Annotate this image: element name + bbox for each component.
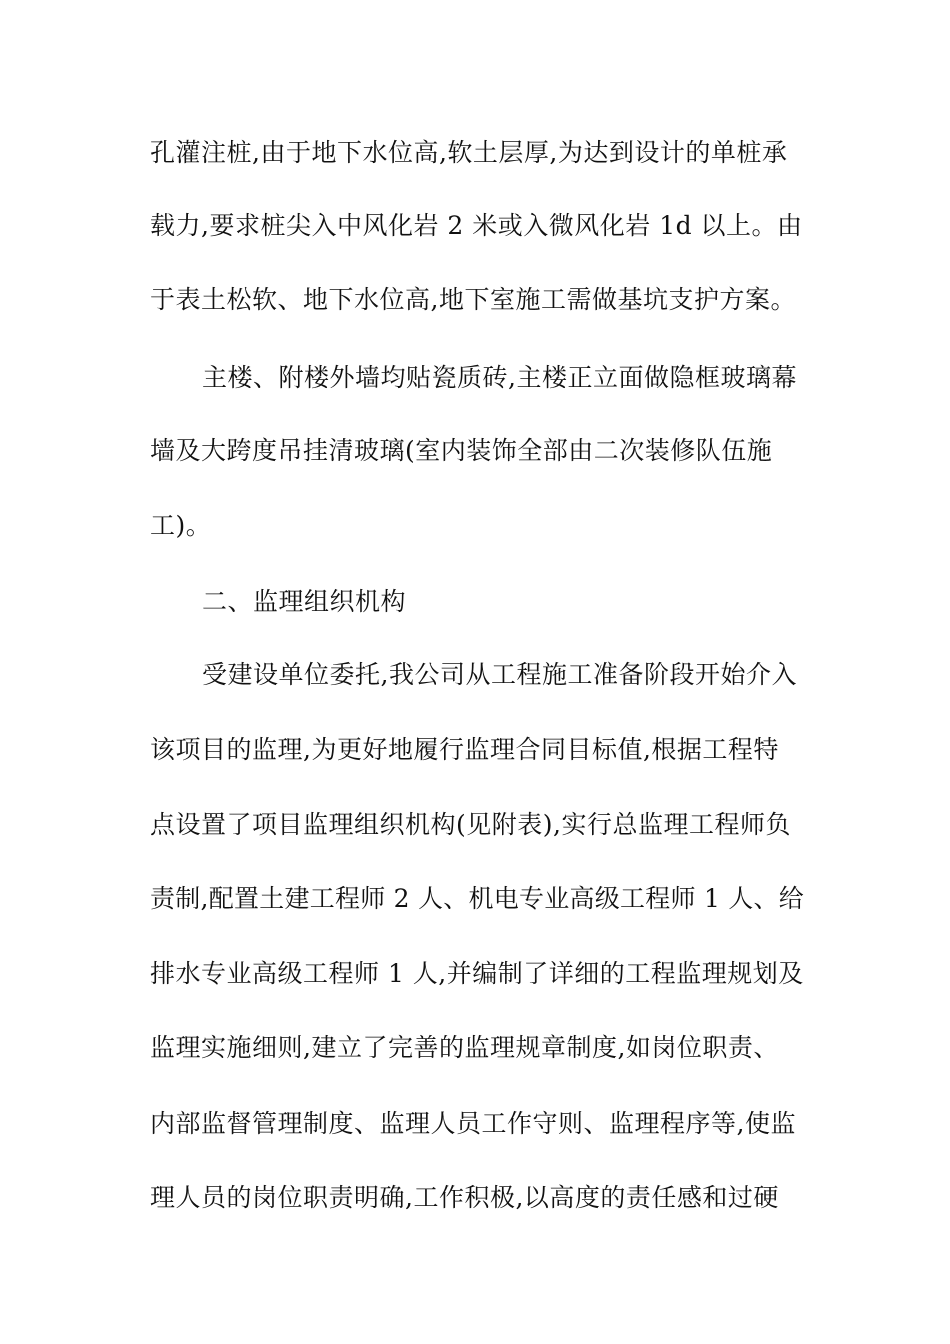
paragraph-line: 内部监督管理制度、监理人员工作守则、监理程序等,使监: [150, 1109, 796, 1138]
paragraph-line: 监理实施细则,建立了完善的监理规章制度,如岗位职责、: [150, 1033, 779, 1062]
paragraph-line: 于表土松软、地下水位高,地下室施工需做基坑支护方案。: [150, 285, 796, 314]
paragraph-line: 受建设单位委托,我公司从工程施工准备阶段开始介入: [202, 660, 797, 689]
paragraph-line: 该项目的监理,为更好地履行监理合同目标值,根据工程特: [150, 735, 779, 764]
paragraph-line: 排水专业高级工程师 1 人,并编制了详细的工程监理规划及: [150, 959, 804, 988]
paragraph-line: 孔灌注桩,由于地下水位高,软土层厚,为达到设计的单桩承: [150, 138, 788, 167]
paragraph-line: 点设置了项目监理组织机构(见附表),实行总监理工程师负: [150, 810, 791, 839]
paragraph-line: 责制,配置土建工程师 2 人、机电专业高级工程师 1 人、给: [150, 884, 805, 913]
paragraph-line: 工)。: [150, 511, 212, 540]
paragraph-line: 墙及大跨度吊挂清玻璃(室内装饰全部由二次装修队伍施: [150, 436, 773, 465]
section-heading: 二、监理组织机构: [202, 587, 407, 616]
paragraph-line: 理人员的岗位职责明确,工作积极,以高度的责任感和过硬: [150, 1183, 779, 1212]
paragraph-line: 主楼、附楼外墙均贴瓷质砖,主楼正立面做隐框玻璃幕: [202, 363, 797, 392]
paragraph-line: 载力,要求桩尖入中风化岩 2 米或入微风化岩 1d 以上。由: [150, 211, 803, 240]
